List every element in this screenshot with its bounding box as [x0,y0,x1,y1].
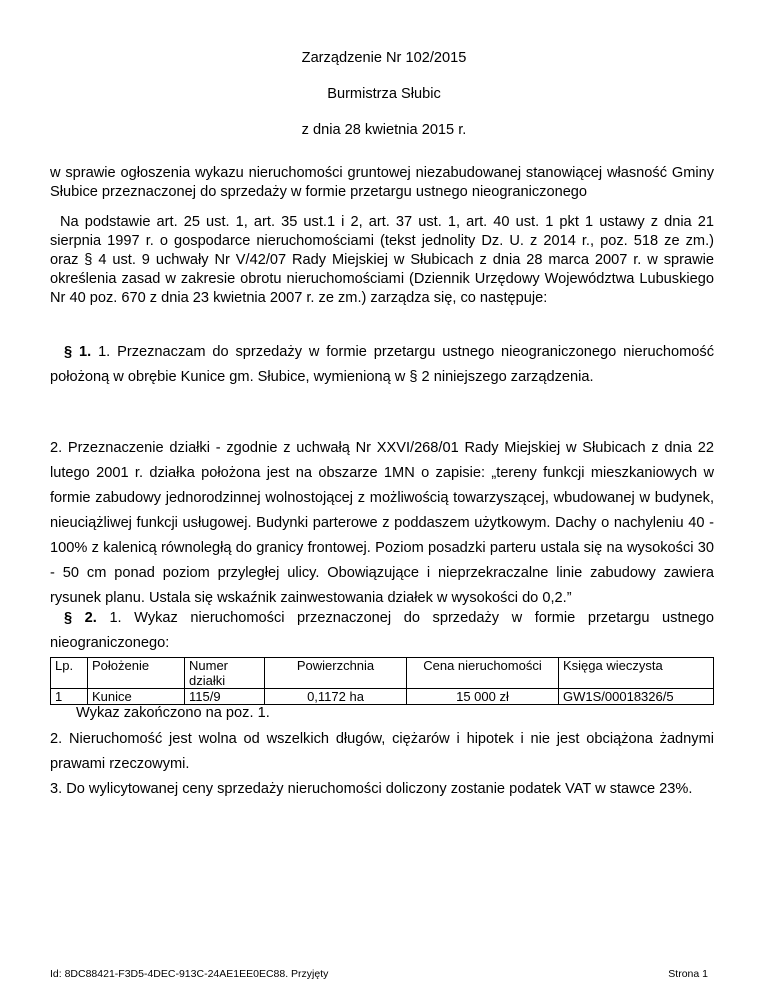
table-header-land-register: Księga wieczysta [559,658,714,689]
table-cell-land-register: GW1S/00018326/5 [559,689,714,705]
footer-page-number: Strona 1 [668,968,708,980]
document-issuer: Burmistrza Słubic [327,86,441,102]
section-2-label: § 2. [64,610,97,626]
section-2-paragraph-3: 3. Do wylicytowanej ceny sprzedaży nieruchomości doliczony zostanie podatek VAT w stawce 23%. [50,781,693,797]
table-cell-lp: 1 [51,689,88,705]
table-header-area: Powierzchnia [265,658,407,689]
preamble: Na podstawie art. 25 ust. 1, art. 35 ust.1 i 2, art. 37 ust. 1, art. 40 ust. 1 pkt 1 ustawy z dnia 21 sierpnia 1997 r. o gospodarce nieruchomościami (tekst jednolity Dz. U. z 2014 r., poz. 518 ze zm.) oraz § 4 ust. 9 uchwały Nr V/42/07 Rady Miejskiej w Słubicach z dnia 28 marca 2007 r. w sprawie określenia zasad w zakresie obrotu nieruchomościami (Dziennik Urzędowy Województwa Lubuskiego Nr 40 poz. 670 z dnia 23 kwietnia 2007 r. ze zm.) zarządza się, co następuje: [50,214,714,306]
table-end-note: Wykaz zakończono na poz. 1. [76,705,270,721]
document-subject: w sprawie ogłoszenia wykazu nieruchomości gruntowej niezabudowanej stanowiącej własność Gminy Słubice przeznaczonej do sprzedaży w formie przetargu ustnego nieograniczonego [50,165,714,200]
document-date: z dnia 28 kwietnia 2015 r. [301,122,467,138]
table-cell-price: 15 000 zł [407,689,559,705]
table-cell-area: 0,1172 ha [265,689,407,705]
table-header-lp: Lp. [51,658,88,689]
table-cell-plot-number: 115/9 [185,689,265,705]
section-1-paragraph-1 [50,340,714,390]
table-header-plot-number: Numer działki [185,658,265,689]
section-1-text: 1. Przeznaczam do sprzedaży w formie przetargu ustnego nieograniczonego nieruchomość położoną w obrębie Kunice gm. Słubice, wymienioną w § 2 niniejszego zarządzenia. [50,344,714,385]
table-cell-location: Kunice [88,689,185,705]
table-header-location: Położenie [88,658,185,689]
section-1-label: § 1. [64,344,92,360]
property-table [50,657,714,705]
section-2-paragraph-2: 2. Nieruchomość jest wolna od wszelkich długów, ciężarów i hipotek i nie jest obciążona żadnymi prawami rzeczowymi. [50,731,714,772]
table-header-row [51,658,714,689]
section-1-paragraph-2: 2. Przeznaczenie działki - zgodnie z uchwałą Nr XXVI/268/01 Rady Miejskiej w Słubicach z dnia 22 lutego 2001 r. działka położona jest na obszarze 1MN o zapisie: „tereny funkcji mieszkaniowych w formie zabudowy jednorodzinnej wolnostojącej z możliwością towarzyszącej, wbudowanej w budynek, nieuciążliwej funkcji usługowej. Budynki parterowe z poddaszem użytkowym. Dachy o nachyleniu 40 - 100% z kalenicą równoległą do granicy frontowej. Poziom posadzki parteru ustala się na wysokości 30 - 50 cm ponad poziom przyległej ulicy. Obowiązujące i nieprzekraczalne linie zabudowy zawiera rysunek planu. Ustala się wskaźnik zainwestowania działek w wysokości do 0,2.” [50,440,714,606]
section-2-text: 1. Wykaz nieruchomości przeznaczonej do sprzedaży w formie przetargu ustnego nieograniczonego: [50,610,714,651]
footer-document-id: Id: 8DC88421-F3D5-4DEC-913C-24AE1EE0EC88. Przyjęty [50,968,329,980]
table-row [51,689,714,705]
section-2-paragraph-1 [50,606,714,656]
document-title: Zarządzenie Nr 102/2015 [301,50,467,66]
table-header-price: Cena nieruchomości [407,658,559,689]
